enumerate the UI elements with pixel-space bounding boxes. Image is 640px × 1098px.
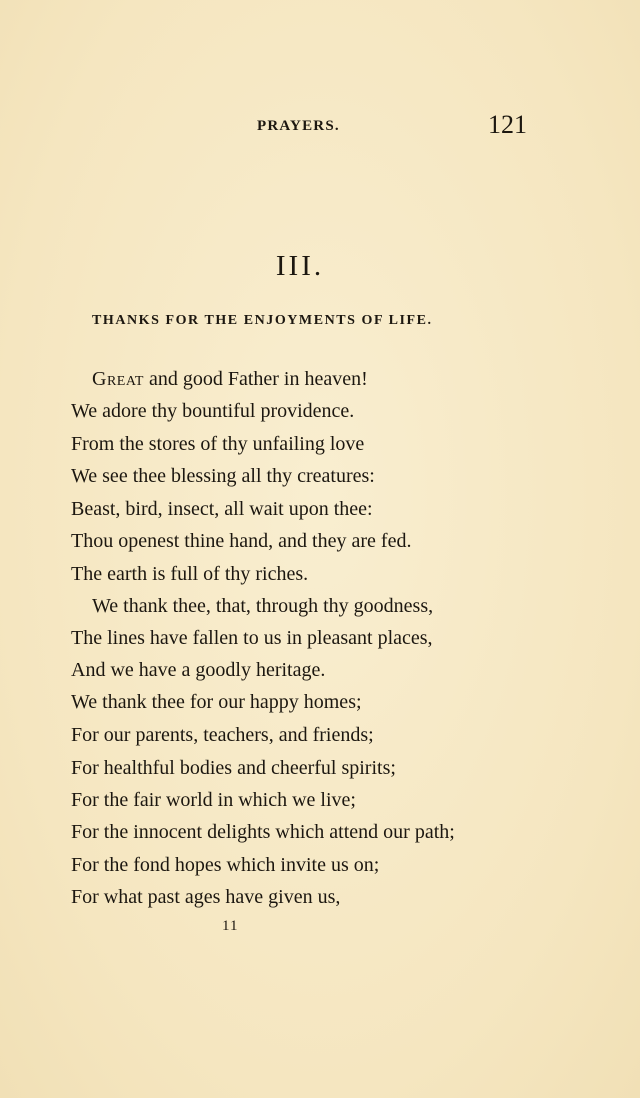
prayer-line: From the stores of thy unfailing love [71, 433, 365, 455]
section-number: III. [275, 250, 325, 282]
opening-line-text: and good Father in heaven! [143, 368, 368, 390]
prayer-line: The lines have fallen to us in pleasant places, [71, 627, 433, 649]
page-number: 121 [488, 110, 527, 139]
prayer-line: For what past ages have given us, [71, 886, 341, 908]
prayer-line [92, 369, 368, 389]
prayer-line: For the fair world in which we live; [71, 789, 356, 811]
prayer-line: And we have a goodly heritage. [71, 659, 326, 681]
prayer-line: We thank thee for our happy homes; [71, 691, 362, 713]
signature-mark: 11 [222, 918, 239, 934]
section-title: THANKS FOR THE ENJOYMENTS OF LIFE. [92, 313, 433, 328]
opening-word: Great [92, 368, 144, 390]
prayer-line: For our parents, teachers, and friends; [71, 724, 374, 746]
running-head: PRAYERS. [257, 118, 340, 134]
prayer-line: For the innocent delights which attend our path; [71, 821, 455, 843]
prayer-line: For the fond hopes which invite us on; [71, 854, 380, 876]
prayer-line: Thou openest thine hand, and they are fed. [71, 530, 412, 552]
prayer-line: For healthful bodies and cheerful spirits; [71, 757, 396, 779]
prayer-line: We adore thy bountiful providence. [71, 400, 355, 422]
prayer-line: Beast, bird, insect, all wait upon thee: [71, 498, 373, 520]
prayer-line: The earth is full of thy riches. [71, 563, 309, 585]
prayer-line: We thank thee, that, through thy goodness, [92, 595, 434, 617]
prayer-line: We see thee blessing all thy creatures: [71, 465, 375, 487]
